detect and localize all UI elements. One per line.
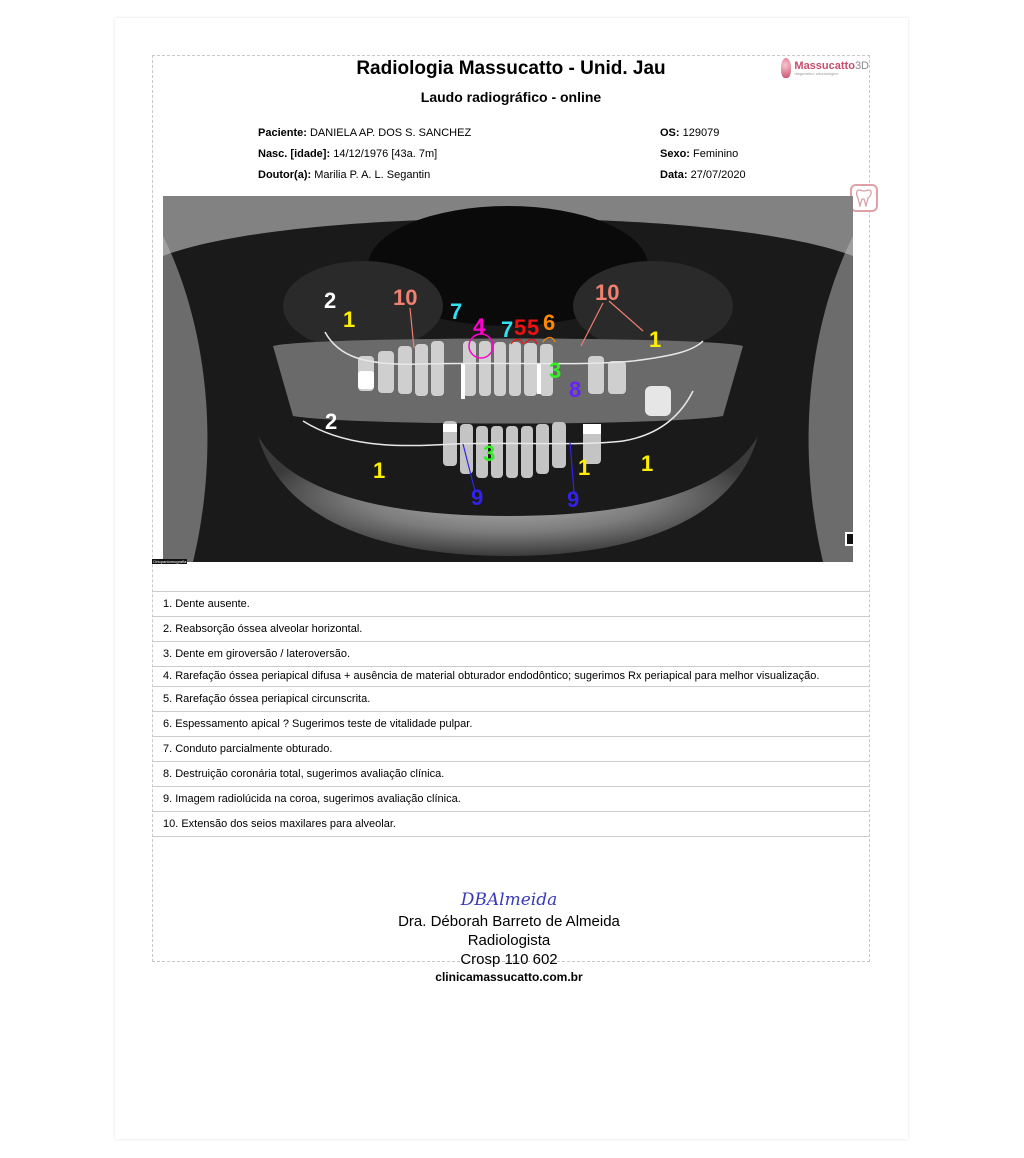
radiologist-cro: Crosp 110 602: [460, 951, 558, 968]
marker: 9: [471, 485, 484, 510]
date-row: [660, 169, 746, 181]
tooth-chart-button[interactable]: [850, 184, 878, 212]
xray-drawing: [163, 196, 853, 562]
sex-value: Feminino: [693, 148, 739, 160]
marker: 5: [527, 315, 540, 340]
marker: 5: [514, 315, 527, 340]
logo-tooth-icon: [781, 58, 791, 78]
marker: 10: [595, 280, 620, 305]
marker: 1: [641, 451, 654, 476]
handwritten-signature: DBAlmeida: [460, 890, 558, 910]
patient-row: [258, 127, 471, 139]
os-value: 129079: [682, 127, 720, 139]
marker: 3: [483, 441, 496, 466]
finding-item: 9. Imagem radiolúcida na coroa, sugerimos avaliação clínica.: [153, 787, 870, 812]
clinic-title: Radiologia Massucatto - Unid. Jau: [356, 58, 666, 79]
marker: 7: [501, 317, 514, 342]
logo-text: Massucatto: [794, 59, 855, 72]
report-subtitle: Laudo radiográfico - online: [420, 89, 602, 105]
sex-label: Sexo:: [660, 148, 690, 160]
finding-item: 10. Extensão dos seios maxilares para alveolar.: [153, 812, 870, 837]
marker: 4: [473, 314, 486, 339]
marker: 2: [325, 409, 338, 434]
marker: 6: [543, 310, 556, 335]
birth-label: Nasc. [idade]:: [258, 148, 331, 160]
finding-item: 4. Rarefação óssea periapical difusa + ausência de material obturador endodôntico; sugerimos Rx periapical para melhor visualização.: [153, 667, 870, 687]
tooth-icon: [856, 189, 872, 207]
date-label: Data:: [660, 169, 688, 181]
marker: 1: [578, 455, 591, 480]
finding-item: 3. Dente em giroversão / lateroversão.: [153, 642, 870, 667]
marker: 8: [569, 377, 582, 402]
patient-name: DANIELA AP. DOS S. SANCHEZ: [309, 127, 472, 139]
findings-list: [153, 591, 870, 837]
xray-caption: Ortopantomografia: [153, 559, 187, 564]
os-row: [660, 127, 719, 139]
finding-item: 7. Conduto parcialmente obturado.: [153, 737, 870, 762]
marker: 1: [343, 307, 356, 332]
doctor-name: Marilia P. A. L. Segantin: [314, 169, 431, 181]
finding-item: 1. Dente ausente.: [153, 592, 870, 617]
marker: 7: [450, 299, 463, 324]
marker: 2: [324, 288, 337, 313]
os-label: OS:: [660, 127, 680, 139]
finding-item: 2. Reabsorção óssea alveolar horizontal.: [153, 617, 870, 642]
clinic-website: clinicamassucatto.com.br: [435, 970, 583, 984]
sex-row: [660, 148, 738, 160]
marker: 1: [373, 458, 386, 483]
logo-tagline: diagnóstico odontológico: [794, 70, 839, 76]
clinic-logo: [781, 57, 869, 79]
date-value: 27/07/2020: [690, 169, 746, 181]
radiologist-name: Dra. Déborah Barreto de Almeida: [398, 913, 620, 930]
marker: 3: [549, 358, 562, 383]
doctor-row: [258, 169, 430, 181]
finding-item: 5. Rarefação óssea periapical circunscrita.: [153, 687, 870, 712]
radiologist-role: Radiologista: [467, 932, 551, 949]
marker: 1: [649, 327, 662, 352]
doctor-label: Doutor(a):: [258, 169, 312, 181]
finding-item: 6. Espessamento apical ? Sugerimos teste de vitalidade pulpar.: [153, 712, 870, 737]
marker: 9: [567, 487, 580, 512]
patient-label: Paciente:: [258, 127, 307, 139]
birth-row: [258, 148, 437, 160]
logo-suffix: 3D: [854, 59, 869, 72]
finding-item: 8. Destruição coronária total, sugerimos avaliação clínica.: [153, 762, 870, 787]
panoramic-xray: [163, 196, 853, 562]
marker: 10: [393, 285, 418, 310]
signature-block: [378, 888, 640, 984]
birth-value: 14/12/1976 [43a. 7m]: [333, 148, 438, 160]
